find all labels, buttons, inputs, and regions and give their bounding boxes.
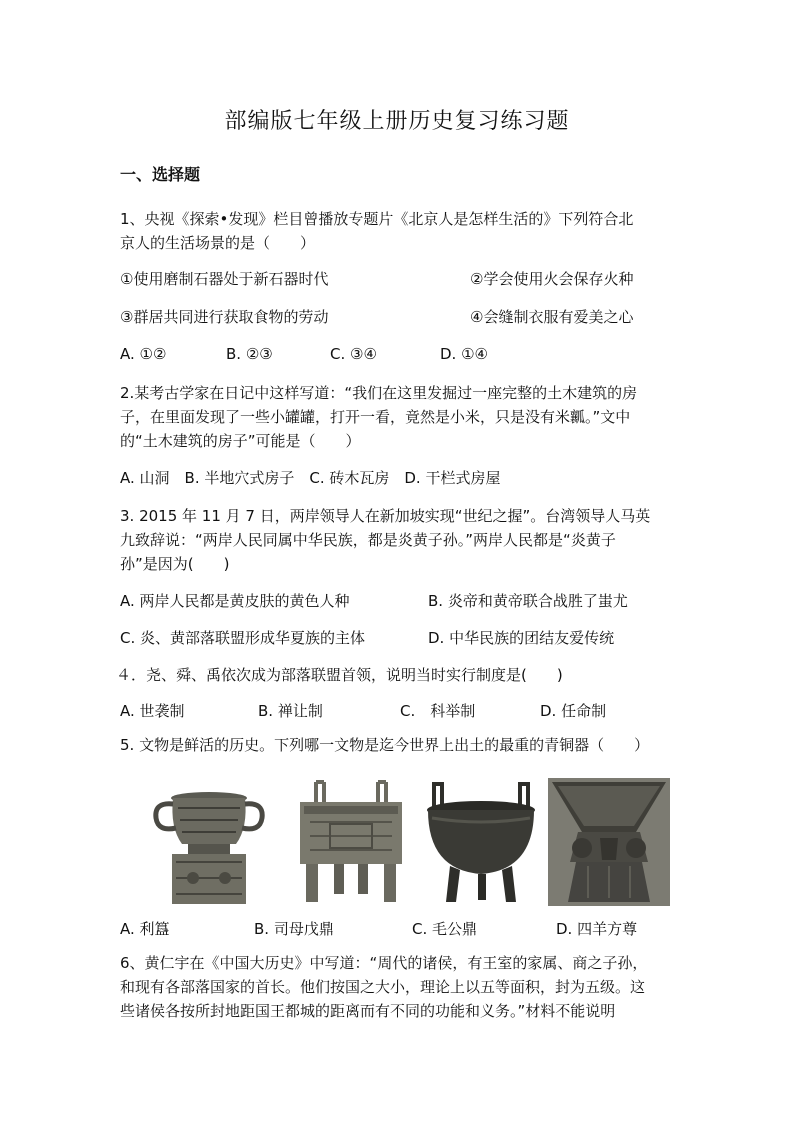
- q1-option-d: D. ①④: [440, 345, 488, 363]
- li-gui-image: [148, 778, 270, 906]
- q3-option-d: D. 中华民族的团结友爱传统: [428, 629, 615, 647]
- q5-option-c: C. 毛公鼎: [412, 920, 478, 938]
- q4-stem: ４．尧、舜、禹依次成为部落联盟首领，说明当时实行制度是( ): [116, 666, 563, 684]
- maogong-ding-image: [420, 778, 542, 906]
- q2-stem-line3: 的“土木建筑的房子”可能是（ ）: [120, 432, 361, 450]
- q6-stem-line1: 6、黄仁宇在《中国大历史》中写道：“周代的诸侯，有王室的家属、商之子孙，: [120, 954, 648, 972]
- q1-statement-2: ②学会使用火会保存火种: [470, 270, 634, 288]
- q2-stem-line1: 2.某考古学家在日记中这样写道：“我们在这里发掘过一座完整的土木建筑的房: [120, 384, 638, 402]
- q3-option-a: A. 两岸人民都是黄皮肤的黄色人种: [120, 592, 350, 610]
- q4-option-b: B. 禅让制: [258, 702, 323, 720]
- section-heading: 一、选择题: [120, 165, 201, 184]
- q1-option-b: B. ②③: [226, 345, 273, 363]
- page-title: 部编版七年级上册历史复习练习题: [224, 109, 570, 134]
- q3-stem-line3: 孙”是因为( ): [120, 555, 230, 573]
- q4-option-c: C. 科举制: [400, 702, 476, 720]
- q1-option-a: A. ①②: [120, 345, 167, 363]
- q2-stem-line2: 子，在里面发现了一些小罐罐，打开一看，竟然是小米，只是没有米瓤。”文中: [120, 408, 631, 426]
- q4-option-d: D. 任命制: [540, 702, 607, 720]
- q5-stem: 5. 文物是鲜活的历史。下列哪一文物是迄今世界上出土的最重的青铜器（ ）: [120, 736, 650, 754]
- q4-option-a: A. 世袭制: [120, 702, 185, 720]
- q3-stem-line2: 九致辞说：“两岸人民同属中华民族，都是炎黄子孙。”两岸人民都是“炎黄子: [120, 531, 616, 549]
- q3-option-b: B. 炎帝和黄帝联合战胜了蚩尤: [428, 592, 628, 610]
- q1-statement-4: ④会缝制衣服有爱美之心: [470, 308, 634, 326]
- q3-option-c: C. 炎、黄部落联盟形成华夏族的主体: [120, 629, 366, 647]
- q5-option-d: D. 四羊方尊: [556, 920, 638, 938]
- siyang-fangzun-image: [548, 778, 670, 906]
- q1-stem-line1: 1、央视《探索•发现》栏目曾播放专题片《北京人是怎样生活的》下列符合北: [120, 210, 634, 228]
- q5-option-a: A. 利簋: [120, 920, 170, 938]
- q6-stem-line2: 和现有各部落国家的首长。他们按国之大小，理论上以五等面积，封为五级。这: [120, 978, 646, 996]
- q5-option-b: B. 司母戊鼎: [254, 920, 334, 938]
- q1-statement-1: ①使用磨制石器处于新石器时代: [120, 270, 329, 288]
- q2-options: A. 山洞 B. 半地穴式房子 C. 砖木瓦房 D. 干栏式房屋: [120, 469, 501, 487]
- q1-stem-line2: 京人的生活场景的是（ ）: [120, 234, 316, 252]
- q3-stem-line1: 3. 2015 年 11 月 7 日，两岸领导人在新加坡实现“世纪之握”。台湾领导人马英: [120, 507, 651, 525]
- q1-option-c: C. ③④: [330, 345, 377, 363]
- q1-statement-3: ③群居共同进行获取食物的劳动: [120, 308, 329, 326]
- simuwu-ding-image: [290, 778, 412, 906]
- q6-stem-line3: 些诸侯各按所封地距国王都城的距离而有不同的功能和义务。”材料不能说明: [120, 1002, 616, 1020]
